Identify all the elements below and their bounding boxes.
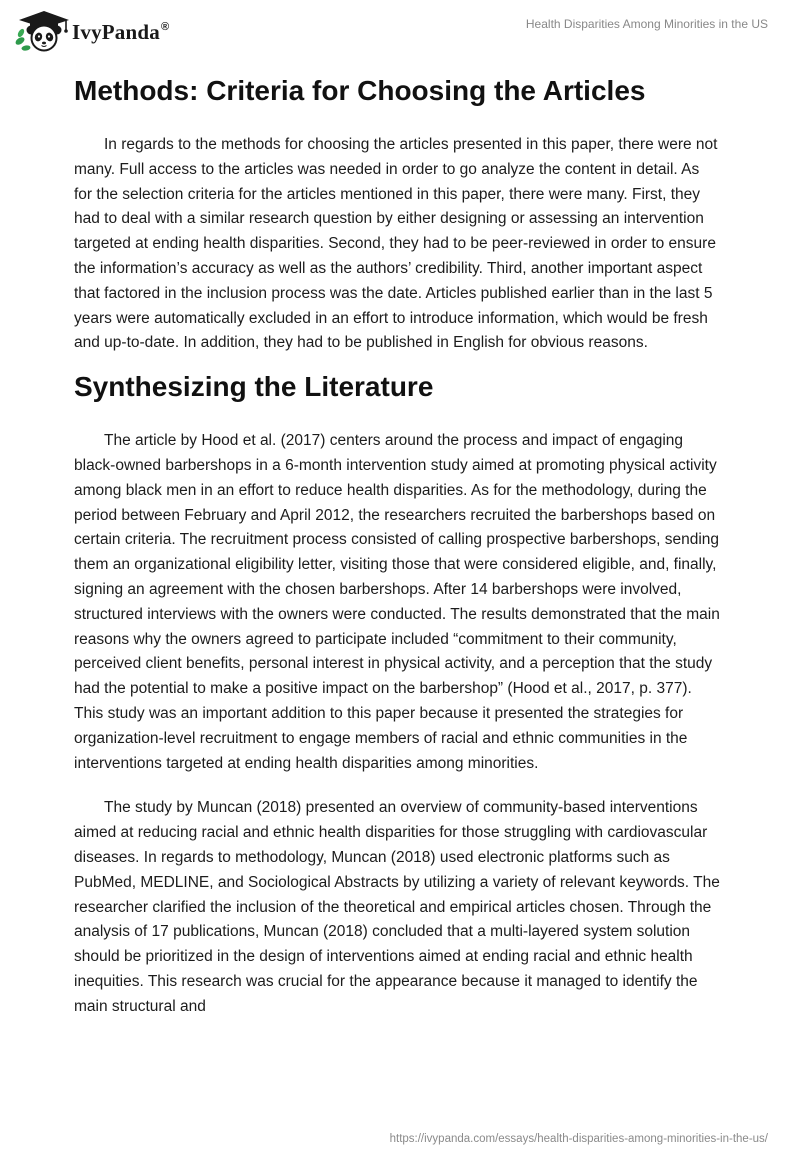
section-heading-methods: Methods: Criteria for Choosing the Articles (74, 75, 646, 106)
source-url[interactable]: https://ivypanda.com/essays/health-disparities-among-minorities-in-the-us/ (389, 1133, 768, 1145)
paragraph: The study by Muncan (2018) presented an overview of community-based interventions aimed at reducing racial and ethnic health disparities for those struggling with cardiovascular diseases. In regards to methodology, Muncan (2018) used electronic platforms such as PubMed, MEDLINE, and Sociological Abstracts by utilizing a variety of relevant keywords. The researcher clarified the inclusion of the theoretical and empirical articles chosen. Through the analysis of 17 publications, Muncan (2018) concluded that a multi-layered system solution should be prioritized in the design of interventions aimed at ending racial and ethnic health inequities. This research was crucial for the appearance because it managed to identify the main structural and (74, 799, 720, 1015)
document-title: Health Disparities Among Minorities in the US (525, 17, 768, 31)
panda-graduate-icon (14, 8, 70, 52)
paragraph: In regards to the methods for choosing the articles presented in this paper, there were not many. Full access to the articles was needed in order to go analyze the content in detail. As for the selection criteria for the articles mentioned in this paper, there were many. First, they had to deal with a similar research question by either designing or assessing an intervention targeted at ending health disparities. Second, they had to be peer-reviewed in order to ensure the information’s accuracy as well as the authors’ credibility. Third, another important aspect that factored in the inclusion process was the date. Articles published earlier than in the last 5 years were automatically excluded in an effort to introduce information, which would be fresh and up-to-date. In addition, they had to be published in English for obvious reasons. (74, 136, 718, 352)
ivypanda-logo[interactable] (14, 8, 169, 52)
section-heading-synthesizing: Synthesizing the Literature (74, 371, 434, 403)
page-header (0, 0, 800, 60)
registered-mark: ® (160, 20, 170, 33)
article-body (74, 68, 720, 1020)
paragraph: The article by Hood et al. (2017) centers around the process and impact of engaging black-owned barbershops in a 6-month intervention study aimed at promoting physical activity among black men in an effort to reduce health disparities. As for the methodology, during the period between February and April 2012, the researchers recruited the barbershops based on certain criteria. The recruitment process consisted of calling prospective barbershops, sending them an organizational eligibility letter, visiting those that were considered eligible, and, finally, signing an agreement with the chosen barbershops. After 14 barbershops were involved, structured interviews with the owners were conducted. The results demonstrated that the main reasons why the owners agreed to participate included “commitment to their community, perceived client benefits, personal interest in physical activity, and a perception that the study had the potential to make a positive impact on the barbershop” (Hood et al., 2017, p. 377). This study was an important addition to this paper because it presented the strategies for organization-level recruitment to engage members of racial and ethnic communities in the interventions targeted at ending health disparities among minorities. (74, 432, 720, 772)
brand-name: IvyPanda® (72, 19, 170, 44)
